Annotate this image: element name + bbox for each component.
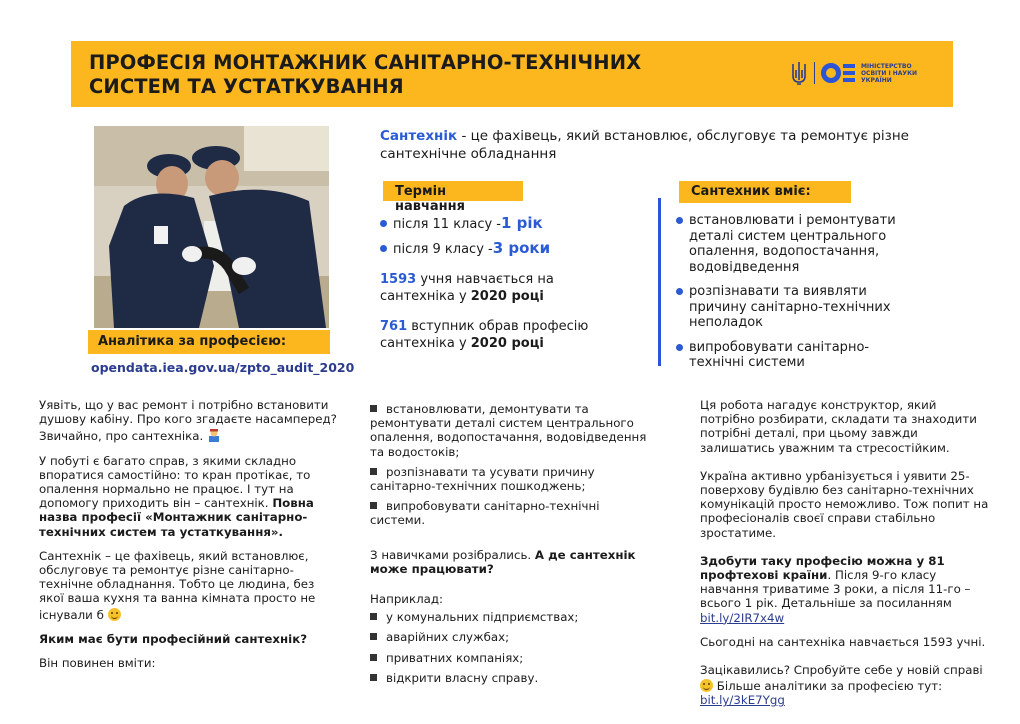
training-terms <box>380 214 550 264</box>
paragraph: Сьогодні на сантехніка навчається 1593 учні. <box>700 634 986 649</box>
title-line-2: СИСТЕМ ТА УСТАТКУВАННЯ <box>89 75 404 98</box>
paragraph: Сантехнік – це фахівець, який встановлює, обслуговує та ремонтує різне санітарно-технічне обладнання. Тобто це людина, без якої ваша кухня та ванна кімната просто не існували б <box>39 548 316 622</box>
intro-term: Сантехнік <box>380 128 458 144</box>
paragraph: Уявіть, що у вас ремонт і потрібно встановити душову кабіну. Про кого згадаєте насамперед? Звичайно, про сантехніка. <box>39 398 337 444</box>
paragraph: У побуті є багато справ, з якими складно впоратися самостійно: то кран протікає, то опалення нормально не працює. І тут на допомогу приходить він – сантехнік. Повна назва професії «Монтажник санітарно-технічних систем та устаткування». <box>39 453 314 539</box>
bullet-icon <box>370 502 377 509</box>
bitly-link-2[interactable]: bit.ly/3kE7Ygg <box>700 693 785 708</box>
bullet-icon <box>380 245 387 252</box>
title-line-1: ПРОФЕСІЯ МОНТАЖНИК САНІТАРНО-ТЕХНІЧНИХ <box>89 51 642 74</box>
ministry-name: МІНІСТЕРСТВО ОСВІТИ І НАУКИ УКРАЇНИ <box>860 62 917 84</box>
paragraph: Ця робота нагадує конструктор, який потрібно розбирати, складати та знаходити потрібні деталі, при цьому завжди залишатись уважним та стресостійким. <box>700 398 977 455</box>
paragraph: Здобути таку професію можна у 81 профтехові країни. Після 9-го класу навчання триватиме 3 роки, а після 11-го – всього 1 рік. Детальніше за посиланням bit.ly/2IR7x4w <box>700 553 971 625</box>
ministry-logo <box>790 59 917 87</box>
list-item: відкрити власну справу. <box>370 671 652 685</box>
trident-icon <box>790 60 808 86</box>
list-item: розпізнавати та усувати причину санітарно-технічних пошкоджень; <box>370 464 595 494</box>
article-column-1 <box>39 398 339 680</box>
stat-applicants: 761 вступник обрав професію сантехніка у 2020 році <box>380 319 589 351</box>
smile-icon <box>700 679 713 692</box>
bullet-icon <box>380 220 387 227</box>
paragraph: Зацікавились? Спробуйте себе у новій справі Більше аналітики за професією тут: bit.ly/3kE7Ygg <box>700 663 983 708</box>
page-title <box>89 51 641 99</box>
article-column-3 <box>700 398 992 718</box>
logo-separator <box>814 62 815 84</box>
intro-definition <box>380 127 940 163</box>
list-item: у комунальних підприємствах; <box>370 610 652 624</box>
skills-label: Сантехник вміє: <box>679 181 851 203</box>
bullet-icon <box>370 674 377 681</box>
paragraph: Україна активно урбанізується і уявити 25-поверхову будівлю без санітарно-технічних комунікацій просто неможливо. Тож попит на професіоналів своєї справи стабільно зростатиме. <box>700 468 989 540</box>
mon-logo-icon <box>821 63 855 83</box>
paragraph: Наприклад: <box>370 592 443 607</box>
intro-text: - це фахівець, який встановлює, обслуговує та ремонтує різне сантехнічне обладнання <box>380 128 909 162</box>
bullet-icon <box>370 468 377 475</box>
term-row: після 11 класу - 1 рік <box>380 214 550 232</box>
header-banner <box>71 41 953 107</box>
plumbers-photo <box>94 126 329 328</box>
opendata-link[interactable]: opendata.iea.gov.ua/zpto_audit_2020 <box>91 360 355 375</box>
bullet-icon <box>370 654 377 661</box>
question-heading: Яким має бути професійний сантехнік? <box>39 631 308 646</box>
bullet-icon <box>370 633 377 640</box>
list-item: розпізнавати та виявляти причину санітарно-технічних неполадок <box>676 284 916 331</box>
bullet-icon <box>676 344 683 351</box>
bullet-icon <box>676 288 683 295</box>
bullet-icon <box>676 217 683 224</box>
bitly-link-1[interactable]: bit.ly/2IR7x4w <box>700 610 785 625</box>
bullet-icon <box>370 613 377 620</box>
list-item: випробовувати санітарно-технічні системи <box>676 340 916 371</box>
article-column-2 <box>370 402 652 691</box>
divider-line <box>658 198 661 366</box>
list-item: аварійних службах; <box>370 630 652 644</box>
list-item: встановлювати, демонтувати та ремонтувати деталі систем центрального опалення, водопостачання, водовідведення та водостоків; <box>370 402 647 459</box>
term-row: після 9 класу - 3 роки <box>380 239 550 257</box>
analytics-label: Аналітика за професією: <box>88 330 330 354</box>
stat-students: 1593 учня навчається на сантехніка у 2020 році <box>380 272 554 304</box>
plumber-emoji-icon <box>207 428 221 442</box>
paragraph: З навичками розібрались. А де сантехнік може працювати? <box>370 547 636 576</box>
skills-list <box>676 213 916 380</box>
list-item: встановлювати і ремонтувати деталі систем центрального опалення, водопостачання, водовідведення <box>676 213 916 275</box>
training-term-label: Термін навчання <box>383 181 523 201</box>
list-item: випробовувати санітарно-технічні системи. <box>370 499 600 528</box>
bullet-icon <box>370 405 377 412</box>
list-item: приватних компаніях; <box>370 651 652 665</box>
smile-icon <box>108 608 121 621</box>
paragraph: Він повинен вміти: <box>39 656 156 671</box>
